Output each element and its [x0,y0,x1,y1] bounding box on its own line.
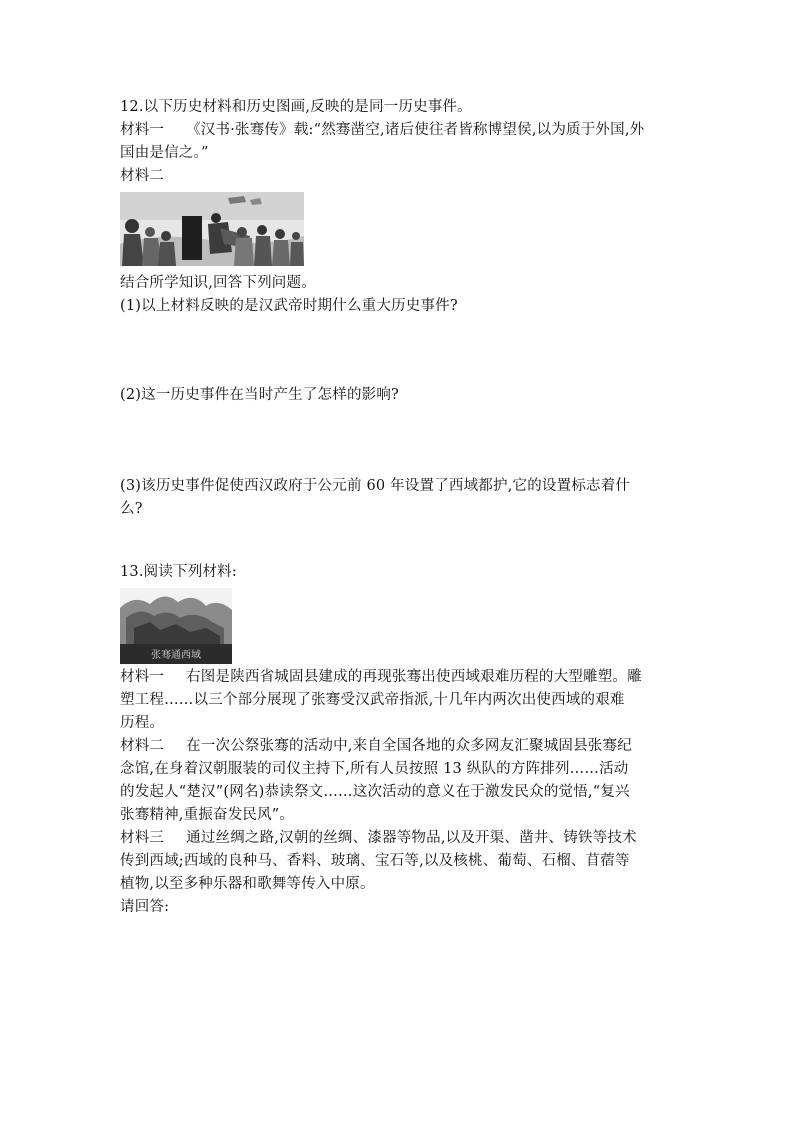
q13-material2-line2: 念馆,在身着汉朝服装的司仪主持下,所有人员按照 13 纵队的方阵排列……活动 [120,761,629,777]
q13-material1-line3: 历程。 [120,715,165,731]
q12-sub2: (2)这一历史事件在当时产生了怎样的影响? [120,387,400,403]
q13-material2-line4: 张骞精神,重振奋发民风”。 [120,807,295,823]
q13-material3-line2: 传到西域;西域的良种马、香料、玻璃、宝石等,以及核桃、葡萄、石榴、苜蓿等 [120,853,630,869]
q12-material1-text: 《汉书·张骞传》载:“然骞凿空,诸后使往者皆称博望侯,以为质于外国,外 [186,122,645,138]
answer-space-1 [120,318,680,376]
q12-sub3-line2: 么? [120,501,143,517]
q12-sub1: (1)以上材料反映的是汉武帝时期什么重大历史事件? [120,298,458,314]
q13-material2-label: 材料二 [120,738,165,754]
answer-space-2 [120,407,680,467]
q12-material2-label: 材料二 [120,168,165,184]
q13-material2-line1 [120,735,680,758]
q12-heading: 12.以下历史材料和历史图画,反映的是同一历史事件。 [120,99,472,115]
q12-sub3-line1: (3)该历史事件促使西汉政府于公元前 60 年设置了西域都护,它的设置标志着什 [120,478,631,494]
q12-material1-line2: 国由是信之。” [120,145,209,161]
q13-heading: 13.阅读下列材料: [120,564,237,580]
sculpture-caption: 张骞通西域 [151,650,201,661]
zhang-qian-mural-image [120,192,304,266]
q13-material3-line1 [120,827,680,850]
q12-material1-label: 材料一 [120,122,165,138]
q13-material1-label: 材料一 [120,669,165,685]
q13-material3-label: 材料三 [120,830,165,846]
q13-material1-text-1: 右图是陕西省城固县建成的再现张骞出使西域艰难历程的大型雕塑。雕 [186,669,642,685]
zhang-qian-sculpture-image [120,588,232,664]
answer-space-3 [120,521,680,561]
q13-closing: 请回答: [120,899,170,915]
q13-material1-line2: 塑工程……以三个部分展现了张骞受汉武帝指派,十几年内两次出使西域的艰难 [120,692,625,708]
answer-space-1b [120,376,680,384]
answer-space-2b [120,467,680,475]
q12-material1-line1 [120,119,680,142]
q13-material3-text-1: 通过丝绸之路,汉朝的丝绸、漆器等物品,以及开渠、凿井、铸铁等技术 [186,830,637,846]
q13-material3-line3: 植物,以至多种乐器和歌舞等传入中原。 [120,876,375,892]
q13-material2-line3: 的发起人“楚汉”(网名)恭读祭文……这次活动的意义在于激发民众的觉悟,“复兴 [120,784,630,800]
q12-prompt: 结合所学知识,回答下列问题。 [120,275,316,291]
content-column [120,96,680,919]
q13-material1-line1 [120,666,680,689]
q13-material2-text-1: 在一次公祭张骞的活动中,来自全国各地的众多网友汇聚城固县张骞纪 [186,738,632,754]
